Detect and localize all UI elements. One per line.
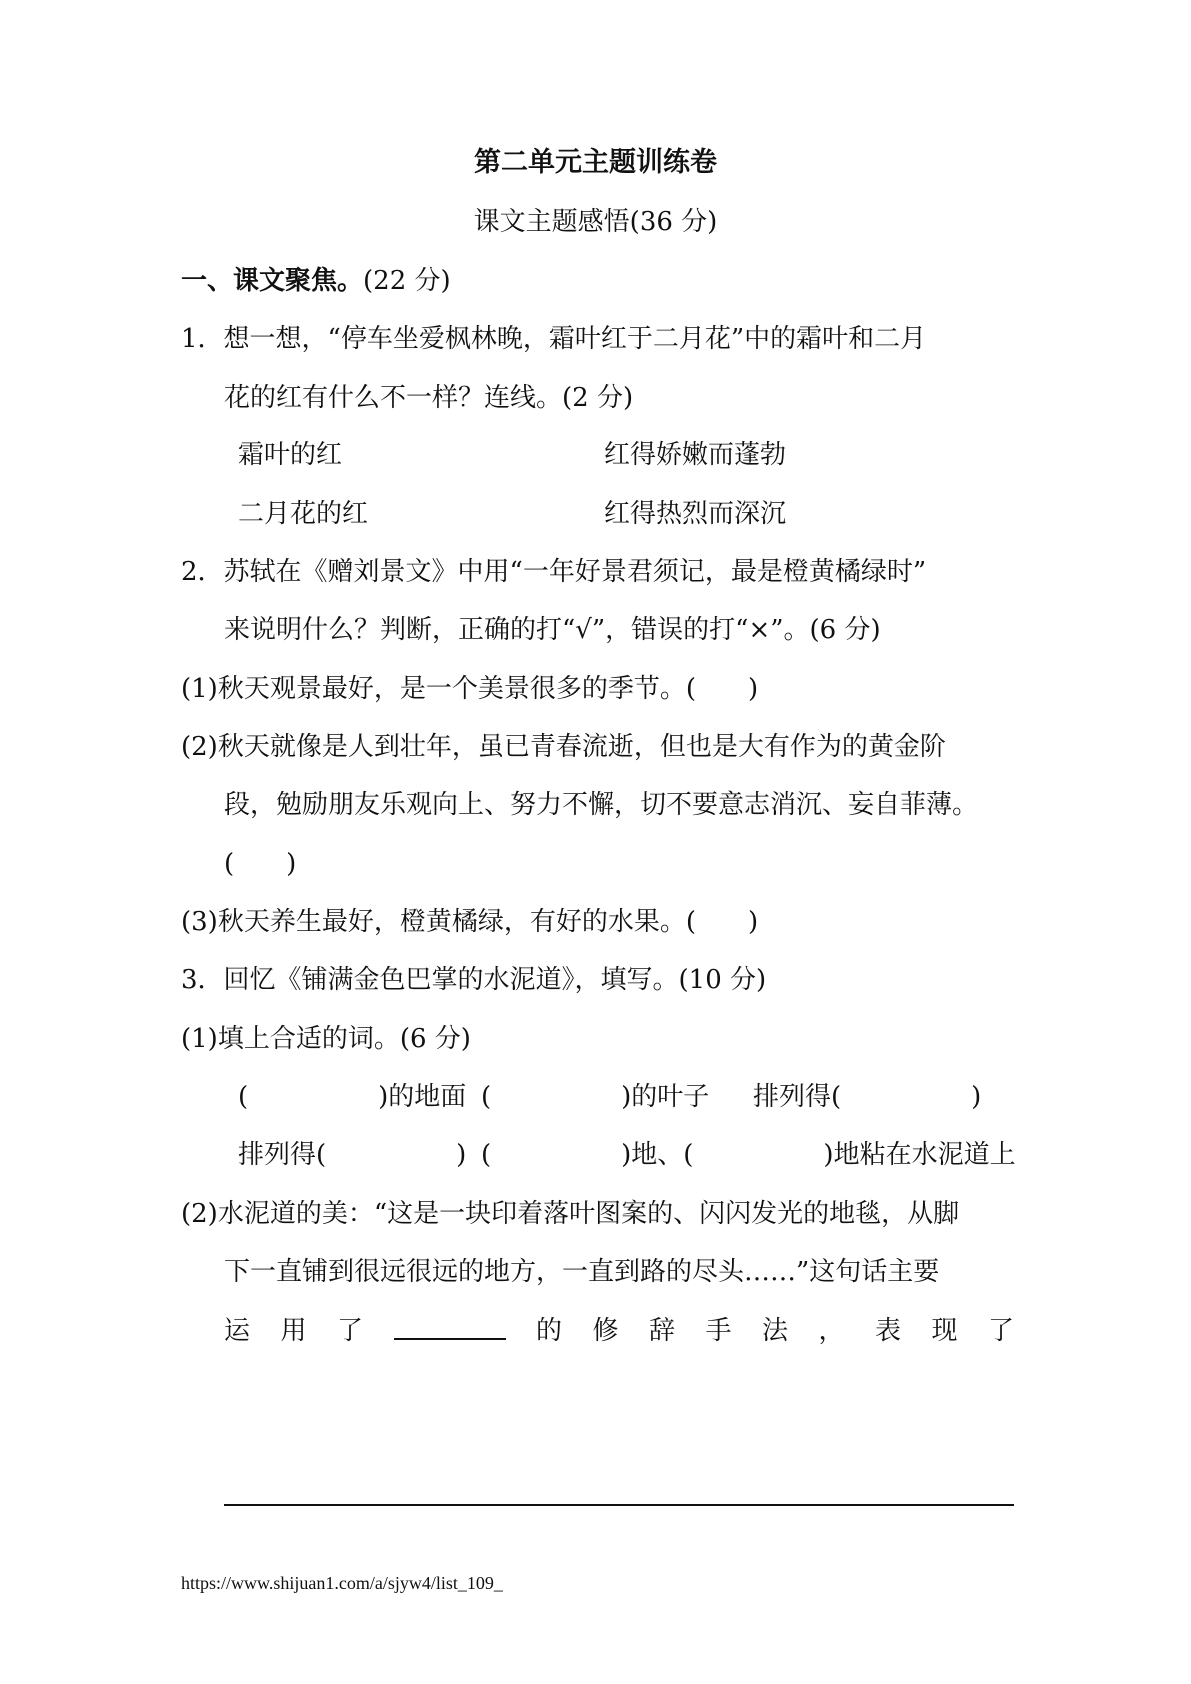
answer-blank[interactable] [394,1314,506,1340]
section-heading [181,264,451,298]
q2-item-3: (3)秋天养生最好，橙黄橘绿，有好的水果。( ) [181,907,759,937]
char: 手 [705,1316,732,1346]
q2-item-2-line2: 段，勉励朋友乐观向上、努力不懈，切不要意志消沉、妄自菲薄。 [224,790,979,820]
section-label: 一、课文聚焦。 [181,266,364,296]
char: 修 [592,1316,619,1346]
q3-row1-cell-2: ( )的叶子 [481,1082,710,1112]
q2-line2: 来说明什么？判断，正确的打“√”，错误的打“×”。(6 分) [224,615,881,645]
q2-item-1: (1)秋天观景最好，是一个美景很多的季节。( ) [181,674,759,704]
char: 辞 [648,1316,675,1346]
q3-sub1: (1)填上合适的词。(6 分) [181,1024,471,1054]
footer-url: https://www.shijuan1.com/a/sjyw4/list_109_ [181,1573,503,1593]
q3-row1-cell-3: 排列得( ) [753,1082,982,1112]
q3-sub2-line3 [224,1314,1014,1348]
char: 了 [987,1316,1014,1346]
char: 表 [874,1316,901,1346]
q1-left-item-1: 霜叶的红 [238,440,343,470]
char: 运 [224,1316,251,1346]
q3-sub2-line1: (2)水泥道的美：“这是一块印着落叶图案的、闪闪发光的地毯，从脚 [181,1199,960,1229]
q3-sub2-line2: 下一直铺到很远很远的地方，一直到路的尽头……”这句话主要 [224,1257,940,1287]
q2-item-2-line3: ( ) [224,849,297,879]
char: 了 [337,1316,364,1346]
char: 的 [535,1316,562,1346]
char: 法 [761,1316,788,1346]
char: 用 [280,1316,307,1346]
q3-row2-cell-2: ( )地、( )地粘在水泥道上 [481,1140,1016,1170]
q1-right-item-1: 红得娇嫩而蓬勃 [604,440,787,470]
char: ， [818,1316,845,1346]
q1-left-item-2: 二月花的红 [238,499,369,529]
q1-right-item-2: 红得热烈而深沉 [604,499,787,529]
q2-item-2-line1: (2)秋天就像是人到壮年，虽已青春流逝，但也是大有作为的黄金阶 [181,732,946,762]
page-subtitle: 课文主题感悟(36 分) [473,207,718,237]
q1-line1: 1．想一想，“停车坐爱枫林晚，霜叶红于二月花”中的霜叶和二月 [181,324,927,354]
q1-line2: 花的红有什么不一样？连线。(2 分) [224,383,634,413]
q2-line1: 2．苏轼在《赠刘景文》中用“一年好景君须记，最是橙黄橘绿时” [181,557,927,587]
q3-row1-cell-1: ( )的地面 [238,1082,467,1112]
q3-row2-cell-1: 排列得( ) [238,1140,467,1170]
q3-line1: 3．回忆《铺满金色巴掌的水泥道》，填写。(10 分) [181,965,767,995]
char: 现 [931,1316,958,1346]
answer-line[interactable] [224,1504,1014,1506]
section-score: (22 分) [363,266,451,296]
page-title: 第二单元主题训练卷 [474,147,717,178]
